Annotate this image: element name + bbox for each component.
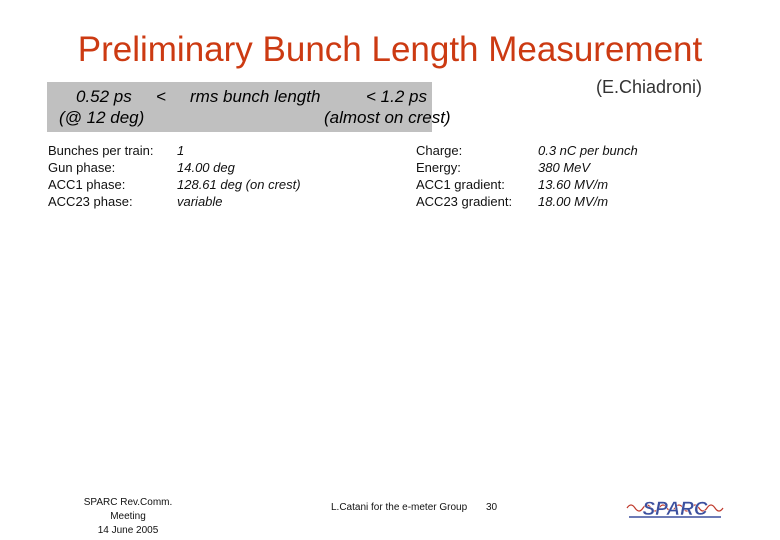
left-param-values xyxy=(177,142,301,210)
param-label-acc23-phase: ACC23 phase: xyxy=(48,194,133,209)
param-label-charge: Charge: xyxy=(416,143,463,158)
param-label-acc1-phase: ACC1 phase: xyxy=(48,177,126,192)
footer-meeting-date: 14 June 2005 xyxy=(97,525,159,536)
bunch-length-low-value: 0.52 ps xyxy=(76,87,132,106)
param-label-acc23-gradient: ACC23 gradient: xyxy=(416,194,513,209)
footer-meeting-line2: Meeting xyxy=(110,511,146,522)
param-value-energy: 380 MeV xyxy=(538,160,591,175)
param-value-acc1-phase: 128.61 deg (on crest) xyxy=(177,177,301,192)
left-param-labels xyxy=(48,142,154,210)
param-label-bunches: Bunches per train: xyxy=(48,143,154,158)
footer-meeting-line1: SPARC Rev.Comm. xyxy=(83,497,173,508)
param-value-acc23-phase: variable xyxy=(177,194,223,209)
less-than-sign: < xyxy=(156,87,166,106)
page-number: 30 xyxy=(486,502,498,513)
param-label-acc1-gradient: ACC1 gradient: xyxy=(416,177,505,192)
logo-text: SPARC xyxy=(642,499,708,520)
param-value-bunches: 1 xyxy=(177,143,185,158)
right-param-values xyxy=(538,142,638,210)
low-value-note: (@ 12 deg) xyxy=(59,108,145,127)
bunch-length-quantity: rms bunch length xyxy=(190,87,321,106)
high-value-note: (almost on crest) xyxy=(324,108,451,127)
param-label-energy: Energy: xyxy=(416,160,461,175)
footer-author: L.Catani for the e-meter Group xyxy=(331,502,468,513)
bunch-length-high-value: < 1.2 ps xyxy=(366,87,427,106)
param-value-gun-phase: 14.00 deg xyxy=(177,160,235,175)
sparc-logo xyxy=(625,492,725,522)
slide-title: Preliminary Bunch Length Measurement xyxy=(77,30,703,69)
param-value-charge: 0.3 nC per bunch xyxy=(538,143,638,158)
param-label-gun-phase: Gun phase: xyxy=(48,160,116,175)
right-param-labels xyxy=(416,142,512,210)
param-value-acc1-gradient: 13.60 MV/m xyxy=(538,177,609,192)
param-value-acc23-gradient: 18.00 MV/m xyxy=(538,194,609,209)
author-credit: (E.Chiadroni) xyxy=(596,77,703,97)
footer-meeting-info xyxy=(70,496,186,538)
